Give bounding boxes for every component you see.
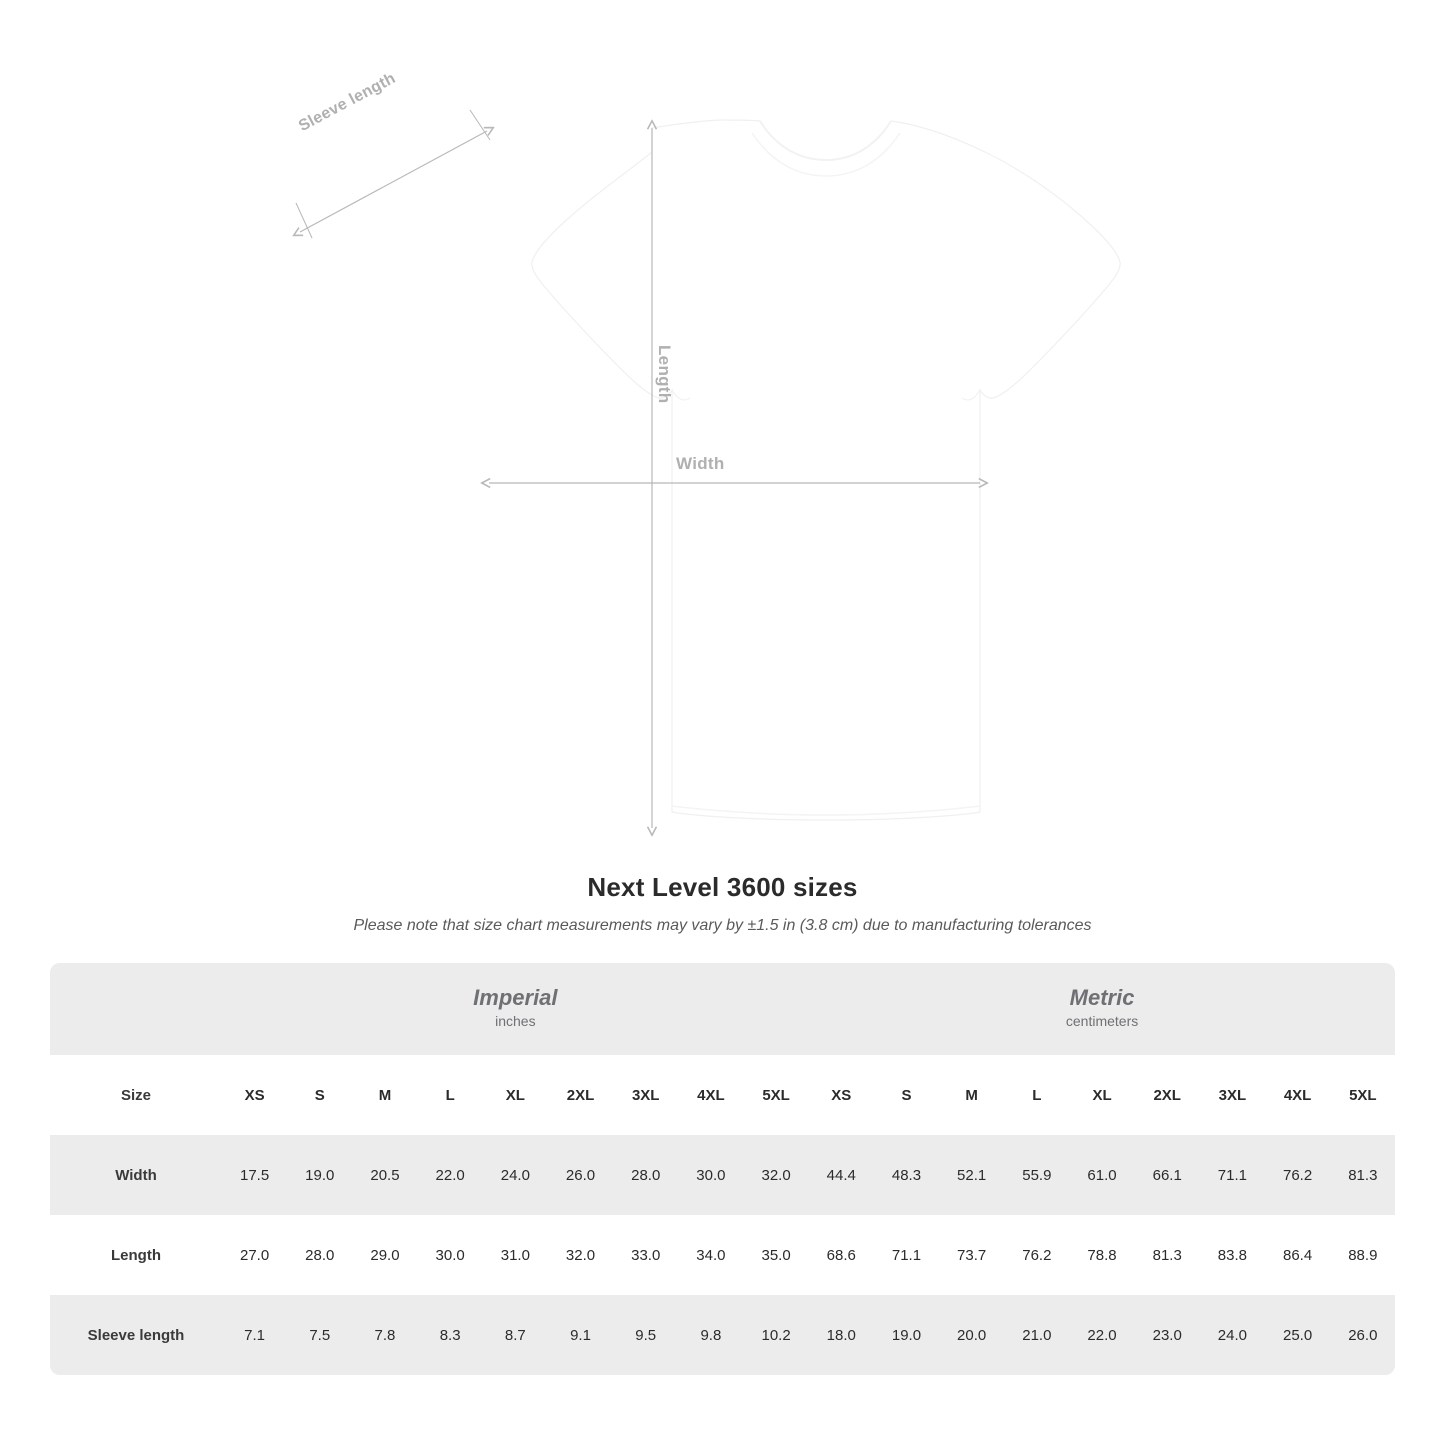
size-cell: 3XL [631,1086,660,1104]
imperial-group-sub: inches [495,1013,536,1030]
measurement-cell: 31.0 [500,1246,530,1264]
size-cell: 5XL [762,1086,790,1104]
row-label-sleeve-length: Sleeve length [87,1326,185,1344]
measurement-cell: 8.7 [504,1326,526,1344]
measurement-cell: 7.1 [244,1326,266,1344]
measurement-cell: 61.0 [1087,1166,1117,1184]
measurement-cell: 22.0 [1087,1326,1117,1344]
measurement-cell: 18.0 [826,1326,856,1344]
table-row-sleeve-length [50,1295,1395,1375]
measurement-cell: 71.1 [891,1246,922,1264]
measurement-cell: 25.0 [1282,1326,1313,1344]
metric-group-name: Metric [1069,985,1135,1011]
measurement-cell: 81.3 [1348,1166,1378,1184]
size-cell: M [965,1086,978,1104]
measurement-cell: 71.1 [1217,1166,1247,1184]
measurement-cell: 52.1 [957,1166,987,1184]
size-cell: 4XL [697,1086,725,1104]
measurement-cell: 55.9 [1022,1166,1052,1184]
size-cell: L [1032,1086,1042,1104]
measurement-cell: 20.5 [370,1166,400,1184]
size-cell: XL [505,1086,525,1104]
measurement-cell: 35.0 [761,1246,791,1264]
tolerance-note: Please note that size chart measurements may vary by ±1.5 in (3.8 cm) due to manufacturing tolerances [353,917,1092,934]
measurement-cell: 78.8 [1087,1246,1117,1264]
measurement-cell: 9.5 [635,1326,657,1344]
imperial-group-name: Imperial [473,985,558,1011]
measurement-cell: 24.0 [500,1166,530,1184]
measurement-cell: 30.0 [696,1166,726,1184]
length-label: Length [655,345,674,404]
size-cell: XS [831,1086,852,1104]
measurement-cell: 21.0 [1022,1326,1052,1344]
table-corner [50,963,222,1055]
measurement-cell: 23.0 [1152,1326,1182,1344]
size-table [50,963,1395,1375]
table-row-width [50,1135,1395,1215]
measurement-cell: 7.8 [374,1326,396,1344]
size-cell: 2XL [1153,1086,1181,1104]
size-cell: S [901,1086,912,1104]
sleeve-length-label: Sleeve length [296,69,399,136]
row-label-size: Size [120,1086,151,1104]
metric-group-sub: centimeters [1065,1013,1139,1030]
imperial-group-header [222,963,809,1055]
measurement-cell: 32.0 [761,1166,791,1184]
measurement-cell: 10.2 [761,1326,791,1344]
measurement-cell: 27.0 [239,1246,270,1264]
table-row-length [50,1215,1395,1295]
size-cell: S [314,1086,325,1104]
shirt-shape [532,120,1120,820]
measurement-cell: 30.0 [435,1246,465,1264]
metric-group-header [809,963,1395,1055]
size-cell: 5XL [1349,1086,1377,1104]
size-cell: M [378,1086,392,1104]
measurement-cell: 76.2 [1022,1246,1052,1264]
measurement-cell: 24.0 [1217,1326,1247,1344]
page-title: Next Level 3600 sizes [587,872,858,902]
size-cell: 3XL [1218,1086,1247,1104]
measurement-cell: 26.0 [565,1166,596,1184]
measurement-cell: 88.9 [1348,1246,1378,1264]
measurement-cell: 48.3 [891,1166,922,1184]
measurement-cell: 33.0 [631,1246,661,1264]
measurement-cell: 29.0 [370,1246,400,1264]
measurement-cell: 28.0 [631,1166,661,1184]
measurement-cell: 81.3 [1152,1246,1182,1264]
row-label-length: Length [111,1246,161,1264]
measurement-cell: 44.4 [826,1166,856,1184]
measurement-cell: 76.2 [1282,1166,1313,1184]
unit-header-row [50,963,1395,1055]
size-cell: L [445,1086,455,1104]
measurement-cell: 73.7 [957,1246,987,1264]
table-row-size [50,1055,1395,1135]
size-cell: XL [1092,1086,1112,1104]
sleeve-dimension-line [300,131,487,232]
measurement-cell: 26.0 [1348,1326,1378,1344]
measurement-cell: 28.0 [305,1246,335,1264]
measurement-cell: 8.3 [439,1326,461,1344]
measurement-cell: 86.4 [1282,1246,1313,1264]
measurement-cell: 7.5 [309,1326,331,1344]
size-table-container [50,963,1395,1375]
measurement-cell: 68.6 [826,1246,856,1264]
measurement-cell: 20.0 [957,1326,987,1344]
size-cell: 2XL [566,1086,595,1104]
measurement-cell: 22.0 [435,1166,465,1184]
measurement-cell: 19.0 [305,1166,335,1184]
size-cell: 4XL [1283,1086,1312,1104]
row-label-width: Width [115,1166,157,1184]
measurement-cell: 9.1 [570,1326,591,1344]
measurement-cell: 32.0 [565,1246,596,1264]
width-label: Width [676,454,725,473]
measurement-cell: 66.1 [1152,1166,1182,1184]
measurement-cell: 83.8 [1217,1246,1247,1264]
measurement-cell: 17.5 [239,1166,270,1184]
size-cell: XS [244,1086,265,1104]
measurement-cell: 9.8 [700,1326,722,1344]
measurement-cell: 34.0 [696,1246,726,1264]
measurement-cell: 19.0 [891,1326,922,1344]
